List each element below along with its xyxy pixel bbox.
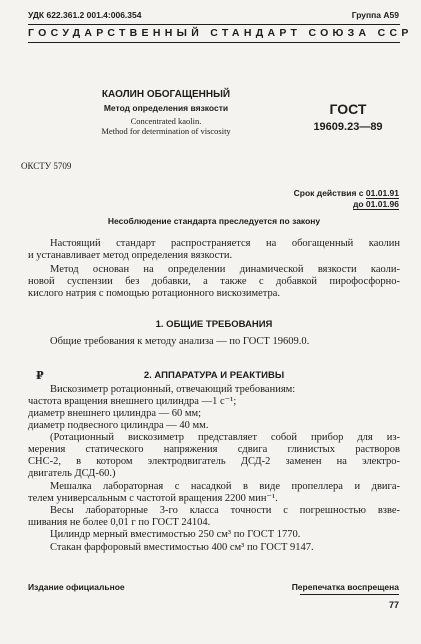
text-line: Стакан фарфоровый вместимостью 400 см³ по ГОСТ 9147. [50, 542, 314, 553]
footer-rule [300, 594, 399, 595]
text-line: (Ротационный вискозиметр представляет собой прибор для из- [50, 432, 400, 443]
validity-start-prefix: Срок действия с [293, 188, 366, 198]
gost-label: ГОСТ [329, 101, 367, 117]
text-line: Настоящий стандарт распространяется на обогащенный каолин [50, 238, 400, 249]
text-line: Весы лабораторные 3-го класса точности с погрешностью взве- [50, 505, 400, 516]
text-line: диаметр подвесного цилиндра — 40 мм. [28, 420, 209, 431]
official-edition-label: Издание официальное [28, 582, 125, 592]
group-code: Группа А59 [351, 10, 399, 20]
text-line: мерения статического напряжения сдвига глинистых растворов [28, 444, 400, 455]
header-rule-top [28, 24, 400, 25]
section-2-item-1 [28, 384, 400, 396]
section-2-item-3 [28, 408, 400, 420]
section-2-item-9 [28, 542, 400, 554]
validity-start [294, 188, 399, 198]
reprint-prohibited-label: Перепечатка воспрещена [291, 582, 399, 592]
header-rule-bottom [28, 42, 400, 43]
validity-start-date: 01.01.91 [365, 188, 399, 198]
text-line: диаметр внешнего цилиндра — 60 мм; [28, 408, 202, 419]
page-number: 77 [388, 600, 399, 610]
section-1-text [28, 336, 400, 348]
text-line: Метод основан на определении динамической вязкости каоли- [50, 264, 400, 275]
text-line: и устанавливает метод определения вязкости. [28, 250, 233, 261]
section-2-item-5 [28, 432, 400, 480]
text-line: телем универсальным с частотой вращения 2200 мин⁻¹. [28, 493, 278, 504]
text-line: Общие требования к методу анализа — по ГОСТ 19609.0. [50, 336, 310, 347]
udk-code: УДК 622.361.2 001.4:006.354 [28, 10, 142, 20]
gost-number: 19609.23—89 [313, 121, 383, 133]
validity-end-date: 01.01.96 [365, 199, 399, 209]
okstu-code: ОКСТУ 5709 [21, 161, 72, 171]
english-subtitle: Method for determination of viscosity [101, 126, 231, 136]
noncompliance-notice: Несоблюдение стандарта преследуется по закону [107, 216, 321, 226]
section-1-heading: 1. ОБЩИЕ ТРЕБОВАНИЯ [155, 319, 273, 330]
section-2-heading: 2. АППАРАТУРА И РЕАКТИВЫ [143, 370, 285, 381]
english-title: Concentrated kaolin. [130, 116, 202, 126]
text-line: частота вращения внешнего цилиндра —1 с⁻¹; [28, 396, 237, 407]
intro-paragraph-1 [28, 238, 400, 262]
text-line: Вискозиметр ротационный, отвечающий требованиям: [50, 384, 296, 395]
section-2-item-8 [28, 529, 400, 541]
text-line: двигатель ДСД-60.) [28, 468, 116, 479]
section-2-item-2 [28, 396, 400, 408]
intro-paragraph-2 [28, 264, 400, 300]
margin-mark: ₽ [36, 370, 44, 382]
section-2-item-4 [28, 420, 400, 432]
text-line: новой суспензии без добавки, а также с добавкой пирофосфорно- [28, 276, 400, 287]
section-2-item-6 [28, 481, 400, 505]
validity-end [353, 199, 399, 209]
text-line: Мешалка лабораторная с насадкой в виде пропеллера и двига- [50, 481, 400, 492]
text-line: СНС-2, в котором электродвигатель ДСД-2 заменен на электро- [28, 456, 400, 467]
document-subtitle: Метод определения вязкости [103, 103, 229, 113]
text-line: кислого натрия с помощью ротационного вискозиметра. [28, 288, 281, 299]
validity-end-prefix: до [352, 199, 366, 209]
section-2-item-7 [28, 505, 400, 529]
text-line: Цилиндр мерный вместимостью 250 см³ по ГОСТ 1770. [50, 529, 301, 540]
standard-line: ГОСУДАРСТВЕННЫЙ СТАНДАРТ СОЮЗА ССР [28, 27, 413, 39]
text-line: шивания не более 0,01 г по ГОСТ 24104. [28, 517, 211, 528]
document-title: КАОЛИН ОБОГАЩЕННЫЙ [101, 89, 231, 100]
